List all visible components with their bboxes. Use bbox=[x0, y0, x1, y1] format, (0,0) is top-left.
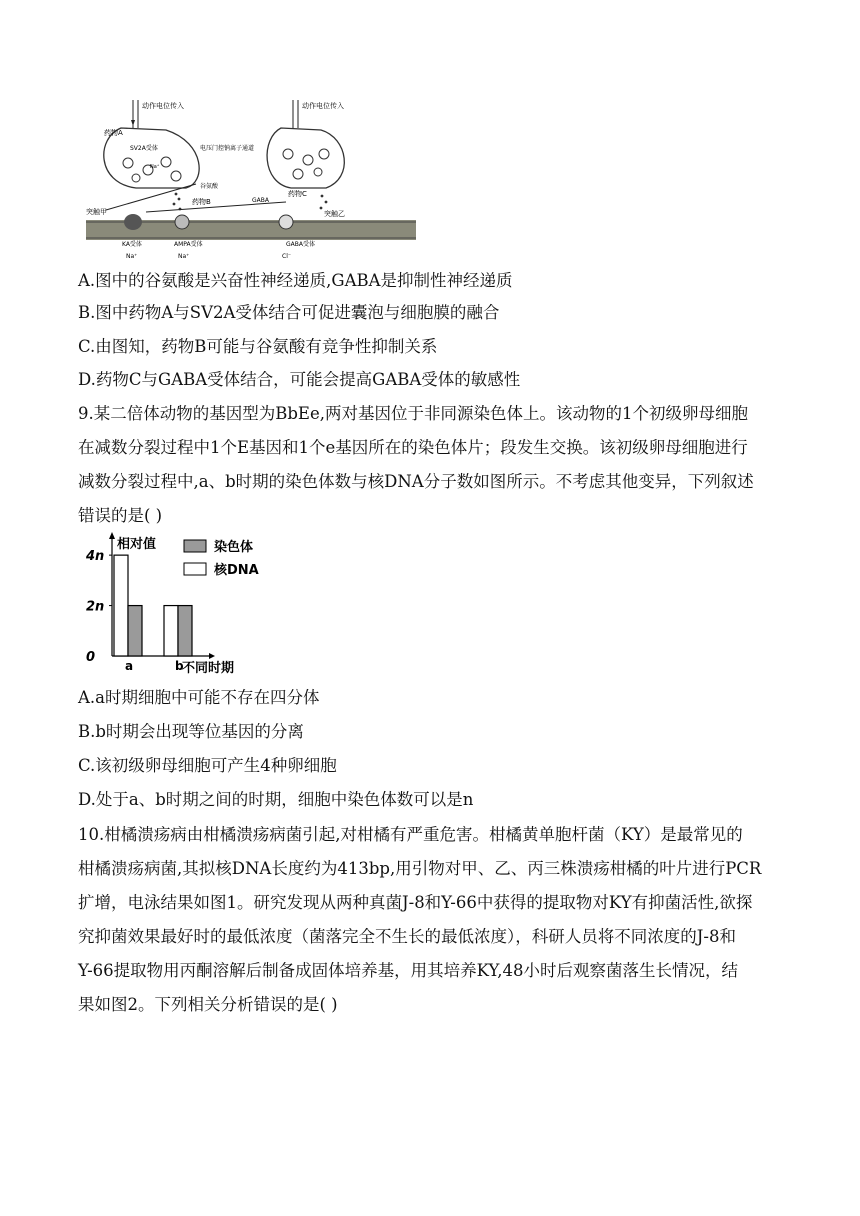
q8-option-c: C.由图知，药物B可能与谷氨酸有竞争性抑制关系 bbox=[78, 337, 438, 356]
fig-label-cl: Cl⁻ bbox=[282, 253, 292, 260]
fig-label-ampa: AMPA受体 bbox=[174, 241, 203, 248]
q10-stem-line-3: 扩增，电泳结果如图1。研究发现从两种真菌J-8和Y-66中获得的提取物对KY有抑菌活性,欲探 bbox=[78, 893, 753, 912]
fig-label-na-small: Na⁺ bbox=[150, 164, 160, 170]
q9-stem-line-4: 错误的是( ) bbox=[78, 506, 163, 525]
q10-stem-line-4: 究抑菌效果最好时的最低浓度（菌落完全不生长的最低浓度），科研人员将不同浓度的J-8和 bbox=[78, 927, 736, 946]
y-tick-label: 2n bbox=[86, 599, 105, 615]
fig-label-gaba: GABA bbox=[252, 197, 269, 204]
bar-染色体-a bbox=[128, 606, 142, 656]
legend-label: 染色体 bbox=[214, 540, 254, 555]
synapse-diagram bbox=[86, 98, 416, 260]
q9-stem-line-3: 减数分裂过程中,a、b时期的染色体数与核DNA分子数如图所示。不考虑其他变异，下列叙述 bbox=[78, 472, 754, 491]
fig-label-gaba-receptor: GABA受体 bbox=[286, 241, 315, 248]
ampa-receptor-shape bbox=[175, 215, 189, 229]
fig-label-na-1: Na⁺ bbox=[126, 253, 138, 260]
q9-option-c: C.该初级卵母细胞可产生4种卵细胞 bbox=[78, 756, 337, 775]
y-axis-label: 相对值 bbox=[117, 537, 157, 552]
fig-label-ka: KA受体 bbox=[122, 241, 142, 248]
legend-swatch bbox=[184, 563, 206, 575]
ka-receptor-shape bbox=[124, 214, 142, 230]
fig-label-synapse-jia: 突触甲 bbox=[86, 208, 107, 216]
q10-stem-line-2: 柑橘溃疡病菌,其拟核DNA长度约为413bp,用引物对甲、乙、丙三株溃疡柑橘的叶片进行PCR bbox=[78, 859, 762, 878]
q8-option-a: A.图中的谷氨酸是兴奋性神经递质,GABA是抑制性神经递质 bbox=[78, 271, 513, 290]
q10-stem-line-5: Y-66提取物用丙酮溶解后制备成固体培养基，用其培养KY,48小时后观察菌落生长情况，结 bbox=[78, 961, 739, 980]
fig-label-drug-b: 药物B bbox=[192, 198, 211, 206]
bar-核DNA-a bbox=[114, 555, 128, 656]
legend-swatch bbox=[184, 540, 206, 552]
fig-label-drug-a: 药物A bbox=[104, 129, 123, 137]
q9-stem-line-1: 9.某二倍体动物的基因型为BbEe,两对基因位于非同源染色体上。该动物的1个初级卵母细胞 bbox=[78, 404, 748, 423]
bar-染色体-b bbox=[178, 606, 192, 656]
fig-label-drug-c: 药物C bbox=[288, 190, 307, 198]
presynaptic-terminal-1 bbox=[104, 128, 199, 188]
q9-option-a: A.a时期细胞中可能不存在四分体 bbox=[78, 688, 320, 707]
x-tick-label: b bbox=[175, 659, 184, 673]
fig-label-na-2: Na⁺ bbox=[178, 253, 190, 260]
q8-option-d: D.药物C与GABA受体结合，可能会提高GABA受体的敏感性 bbox=[78, 370, 521, 389]
fig-label-synapse-yi: 突触乙 bbox=[324, 210, 345, 218]
presynaptic-terminal-2 bbox=[267, 128, 344, 188]
q8-option-b: B.图中药物A与SV2A受体结合可促进囊泡与细胞膜的融合 bbox=[78, 303, 500, 322]
bar-chart bbox=[84, 530, 274, 678]
y-tick-label: 4n bbox=[86, 549, 105, 565]
y-axis-arrow bbox=[109, 532, 115, 539]
fig-label-input-1: 动作电位传入 bbox=[142, 102, 184, 110]
fig-label-glutamate: 谷氨酸 bbox=[200, 183, 219, 190]
x-axis-label: 不同时期 bbox=[182, 661, 235, 676]
x-axis-arrow bbox=[209, 653, 215, 659]
bar-核DNA-b bbox=[164, 606, 178, 656]
q9-option-b: B.b时期会出现等位基因的分离 bbox=[78, 722, 304, 741]
y-tick-label: 0 bbox=[86, 650, 96, 665]
q10-stem-line-6: 果如图2。下列相关分析错误的是( ) bbox=[78, 995, 338, 1014]
x-tick-label: a bbox=[125, 659, 134, 673]
fig-label-sv2a: SV2A受体 bbox=[130, 145, 158, 152]
q10-stem-line-1: 10.柑橘溃疡病由柑橘溃疡病菌引起,对柑橘有严重危害。柑橘黄单胞杆菌（KY）是最常见的 bbox=[78, 825, 743, 844]
fig-label-input-2: 动作电位传入 bbox=[302, 102, 344, 110]
q9-stem-line-2: 在减数分裂过程中1个E基因和1个e基因所在的染色体片；段发生交换。该初级卵母细胞进行 bbox=[78, 438, 748, 457]
fig-label-na-channel: 电压门控钠离子通道 bbox=[200, 145, 255, 152]
legend-label: 核DNA bbox=[214, 563, 259, 578]
q9-option-d: D.处于a、b时期之间的时期，细胞中染色体数可以是n bbox=[78, 790, 474, 809]
gaba-receptor-shape bbox=[279, 215, 293, 229]
